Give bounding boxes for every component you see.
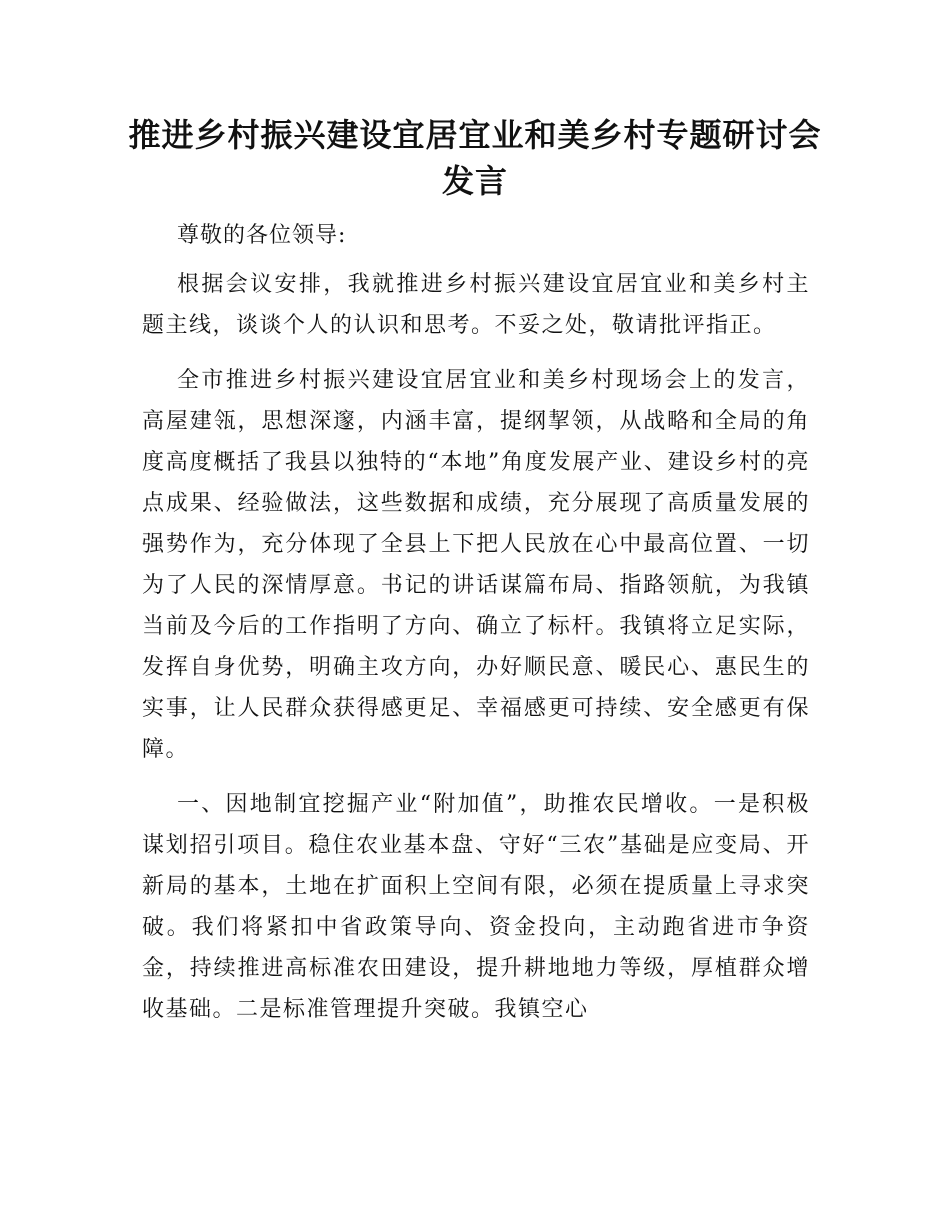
paragraph-section-one: 一、因地制宜挖掘产业“附加值”，助推农民增收。一是积极谋划招引项目。稳住农业基本盘、守好“三农”基础是应变局、开新局的基本，土地在扩面积上空间有限，必须在提质量上寻求突破。我们将紧扣中省政策导向、资金投向，主动跑省进市争资金，持续推进高标准农田建设，提升耕地地力等级，厚植群众增收基础。二是标准管理提升突破。我镇空心	[142, 792, 810, 1022]
salutation: 尊敬的各位领导:	[177, 223, 347, 248]
document-body	[142, 222, 810, 1044]
paragraph-background: 全市推进乡村振兴建设宜居宜业和美乡村现场会上的发言，高屋建瓴，思想深邃，内涵丰富，提纲挈领，从战略和全局的角度高度概括了我县以独特的“本地”角度发展产业、建设乡村的亮点成果、经验做法，这些数据和成绩，充分展现了高质量发展的强势作为，充分体现了全县上下把人民放在心中最高位置、一切为了人民的深情厚意。书记的讲话谋篇布局、指路领航，为我镇当前及今后的工作指明了方向、确立了标杆。我镇将立足实际，发挥自身优势，明确主攻方向，办好顺民意、暖民心、惠民生的实事，让人民群众获得感更足、幸福感更可持续、安全感更有保障。	[142, 368, 810, 762]
paragraph-intro: 根据会议安排，我就推进乡村振兴建设宜居宜业和美乡村主题主线，谈谈个人的认识和思考。不妥之处，敬请批评指正。	[142, 272, 810, 338]
document-title: 推进乡村振兴建设宜居宜业和美乡村专题研讨会发言	[128, 116, 822, 200]
